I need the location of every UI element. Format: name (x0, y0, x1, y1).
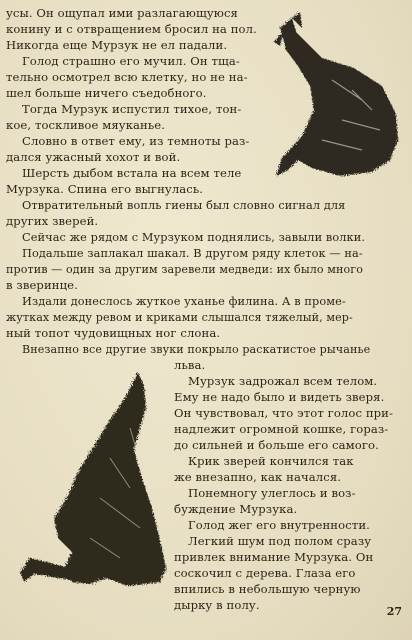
text-line: Он чувствовал, что этот голос при- (174, 406, 394, 420)
text-line: впились в небольшую черную (174, 582, 361, 596)
text-line: Издали донеслось жуткое уханье филина. А в проме- (22, 295, 346, 308)
text-line: дырку в полу. (174, 598, 260, 612)
text-line: Понемногу улеглось и воз- (188, 486, 356, 500)
text-line: шел больше ничего съедобного. (6, 86, 207, 100)
text-line: Мурзука. Спина его выгнулась. (6, 182, 204, 196)
page-number: 27 (386, 605, 402, 618)
text-line: кое, тоскливое мяуканье. (6, 118, 166, 132)
animal-illustration (10, 368, 178, 592)
text-line: привлек внимание Мурзука. Он (174, 550, 374, 564)
text-line: Тогда Мурзук испустил тихое, тон- (22, 102, 242, 116)
text-line: надлежит огромной кошке, гораз- (174, 422, 389, 436)
text-line: Мурзук задрожал всем телом. (188, 374, 378, 388)
text-line: дался ужасный хохот и вой. (6, 150, 181, 164)
text-line: усы. Он ощупал ими разлагающуюся (6, 6, 238, 20)
text-line: Словно в ответ ему, из темноты раз- (22, 134, 250, 148)
text-line: Голод жег его внутренности. (188, 518, 370, 532)
text-line: в зверинце. (6, 278, 78, 292)
text-line: тельно осмотрел всю клетку, но не на- (6, 70, 248, 84)
text-line: Шерсть дыбом встала на всем теле (22, 166, 242, 180)
text-line: против — один за другим заревели медведи: их было много (6, 263, 364, 276)
text-line: Голод страшно его мучил. Он тща- (22, 54, 240, 68)
text-line: ный топот чудовищных ног слона. (6, 326, 221, 340)
text-line: Отвратительный вопль гиены был словно сигнал для (22, 199, 346, 212)
text-line: Легкий шум под полом сразу (188, 534, 372, 548)
text-line: Крик зверей кончился так (188, 454, 354, 468)
text-line: соскочил с дерева. Глаза его (174, 566, 356, 580)
text-line: буждение Мурзука. (174, 502, 298, 516)
text-line: Подальше заплакал шакал. В другом ряду клеток — на- (22, 247, 363, 260)
text-line: Ему не надо было и видеть зверя. (174, 390, 385, 404)
text-line: льва. (174, 358, 206, 372)
text-line: конину и с отвращением бросил на пол. (6, 22, 257, 36)
hyena-illustration (262, 10, 412, 180)
text-line: же внезапно, как начался. (174, 470, 342, 484)
text-line: других зверей. (6, 214, 99, 228)
text-line: жутках между ревом и криками слышался тяжелый, мер- (6, 311, 353, 324)
text-line: Сейчас же рядом с Мурзуком поднялись, завыли волки. (22, 231, 366, 244)
text-line: до сильней и больше его самого. (174, 438, 379, 452)
text-line: Никогда еще Мурзук не ел падали. (6, 38, 228, 52)
text-line: Внезапно все другие звуки покрыло раскатистое рычанье (22, 343, 371, 356)
